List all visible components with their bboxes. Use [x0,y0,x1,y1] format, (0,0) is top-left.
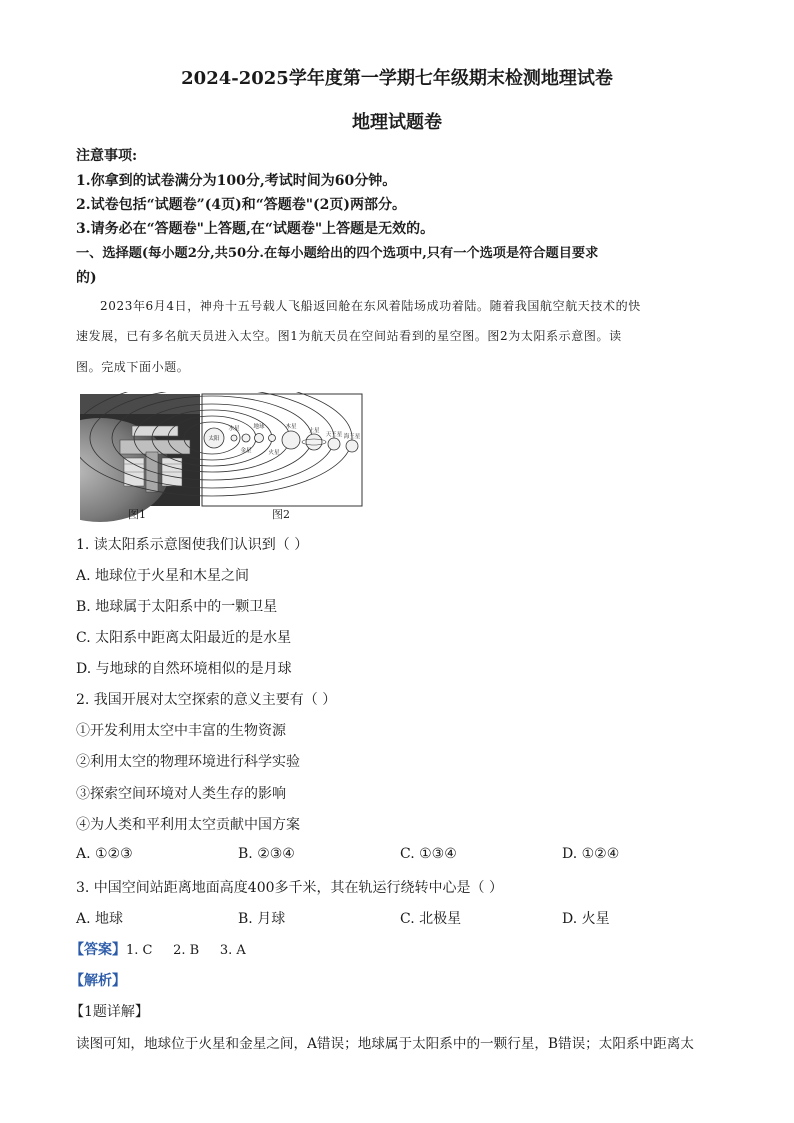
question-2-option-a: A. ①②③ [76,846,133,862]
material-line: 图。完成下面小题。 [76,360,190,374]
question-2-statement: ①开发利用太空中丰富的生物资源 [76,723,286,739]
question-1-option-c: C. 太阳系中距离太阳最近的是水星 [76,630,292,646]
question-1-option-a: A. 地球位于火星和木星之间 [76,568,250,584]
figure-1-label: 图1 [128,508,146,521]
answer-tag: 【答案】 [70,942,126,958]
planet-label: 太阳 [208,436,220,442]
section-heading-cont: 的) [76,270,97,286]
notice-item: 2.试卷包括“试题卷”(4页)和“答题卷"(2页)两部分。 [76,197,407,213]
notice-item: 1.你拿到的试卷满分为100分,考试时间为60分钟。 [76,173,397,189]
analysis-tag: 【解析】 [70,973,126,989]
question-1-stem: 1. 读太阳系示意图使我们认识到（ ） [76,537,309,553]
question-1-option-b: B. 地球属于太阳系中的一颗卫星 [76,599,278,615]
question-2-statement: ③探索空间环境对人类生存的影响 [76,786,286,802]
analysis-text: 读图可知，地球位于火星和金星之间，A错误；地球属于太阳系中的一颗行星，B错误；太阳系中距离太 [76,1036,694,1052]
planet-label: 火星 [268,450,280,456]
planet-label: 木星 [285,424,297,430]
question-2-statement: ④为人类和平利用太空贡献中国方案 [76,817,300,833]
question-3-option-a: A. 地球 [76,911,124,927]
figure-1-space-station-image [80,392,364,524]
question-3-stem: 3. 中国空间站距离地面高度400多千米，其在轨运行绕转中心是（ ） [76,880,503,896]
answer-row [70,939,246,959]
planet-label: 海王星 [343,434,361,440]
question-2-statement: ②利用太空的物理环境进行科学实验 [76,754,300,770]
planet-label: 土星 [308,428,320,434]
material-line: 速发展，已有多名航天员进入太空。图1为航天员在空间站看到的星空图。图2为太阳系示意图。读 [76,329,622,343]
exam-subtitle: 地理试题卷 [352,112,442,133]
notice-heading: 注意事项: [76,148,138,164]
question-1-option-d: D. 与地球的自然环境相似的是月球 [76,661,292,677]
exam-title: 2024-2025学年度第一学期七年级期末检测地理试卷 [181,68,613,89]
question-2-stem: 2. 我国开展对太空探索的意义主要有（ ） [76,692,337,708]
question-2-option-b: B. ②③④ [238,846,295,862]
figure-group [80,392,364,524]
figure-2-label: 图2 [272,508,290,521]
planet-label: 天王星 [325,432,343,438]
planet-label: 地球 [253,424,265,430]
analysis-row [70,970,126,990]
question-2-option-c: C. ①③④ [400,846,457,862]
material-line: 2023年6月4日，神舟十五号载人飞船返回舱在东风着陆场成功着陆。随着我国航空航天技术的快 [100,299,641,313]
question-3-option-b: B. 月球 [238,911,286,927]
question-2-option-d: D. ①②④ [562,846,620,862]
planet-label: 金星 [240,448,252,454]
question-3-option-c: C. 北极星 [400,911,462,927]
analysis-detail-tag: 【1题详解】 [70,1004,149,1020]
section-heading: 一、选择题(每小题2分,共50分.在每小题给出的四个选项中,只有一个选项是符合题目要求 [76,246,599,261]
planet-label: 水星 [228,426,240,432]
question-3-option-d: D. 火星 [562,911,610,927]
notice-item: 3.请务必在“答题卷"上答题,在“试题卷"上答题是无效的。 [76,221,435,237]
answer-text: 1. C 2. B 3. A [126,943,246,958]
